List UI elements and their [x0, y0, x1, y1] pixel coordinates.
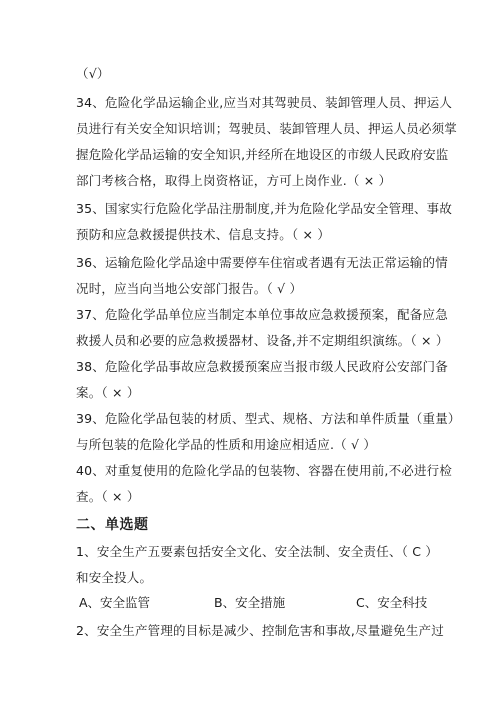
question-37-line-1: 37、危险化学品单位应当制定本单位事故应急救援预案，配备应急 — [76, 307, 448, 322]
question-34-line-3: 握危险化学品运输的安全知识,并经所在地设区的市级人民政府安监 — [76, 147, 449, 162]
mcq-2-line-1: 2、安全生产管理的目标是减少、控制危害和事故,尽量避免生产过 — [76, 623, 444, 638]
question-36-line-1: 36、运输危险化学品途中需要停车住宿或者遇有无法正常运输的情 — [76, 255, 448, 270]
question-34-line-4: 部门考核合格，取得上岗资格证，方可上岗作业.（ × ） — [76, 173, 392, 188]
mcq-1-option-c: C、安全科技 — [356, 595, 428, 610]
question-37-line-2: 救援人员和必要的应急救援器材、设备,并不定期组织演练。（ × ） — [76, 333, 449, 348]
question-39-line-2: 与所包装的危险化学品的性质和用途应相适应.（ √ ） — [76, 437, 377, 452]
mcq-1-line-2: 和安全投人。 — [76, 570, 153, 585]
mcq-1-line-1: 1、安全生产五要素包括安全文化、安全法制、安全责任、（ C ） — [76, 544, 439, 559]
question-34-line-1: 34、危险化学品运输企业,应当对其驾驶员、装卸管理人员、押运人 — [76, 95, 453, 110]
question-35-line-2: 预防和应急救援提供技术、信息支持。（ × ） — [76, 227, 331, 242]
question-40-line-2: 查。（ × ） — [76, 489, 140, 504]
question-36-line-2: 况时，应当向当地公安部门报告。（ √ ） — [76, 281, 303, 296]
mcq-1-option-b: B、安全措施 — [214, 595, 286, 610]
question-39-line-1: 39、危险化学品包装的材质、型式、规格、方法和单件质量（重量） — [76, 411, 461, 426]
section-heading: 二、单选题 — [76, 517, 149, 533]
question-38-line-1: 38、危险化学品事故应急救援预案应当报市级人民政府公安部门备 — [76, 359, 448, 374]
question-35-line-1: 35、国家实行危险化学品注册制度,并为危险化学品安全管理、事故 — [76, 201, 453, 216]
question-40-line-1: 40、对重复使用的危险化学品的包装物、容器在使用前,不必进行检 — [76, 463, 453, 478]
question-38-line-2: 案。（ × ） — [76, 385, 140, 400]
question-34-line-2: 员进行有关安全知识培训；驾驶员、装卸管理人员、押运人员必须掌 — [76, 121, 458, 136]
answer-fragment: （√） — [76, 66, 110, 81]
mcq-1-option-a: A、安全监管 — [79, 595, 151, 610]
